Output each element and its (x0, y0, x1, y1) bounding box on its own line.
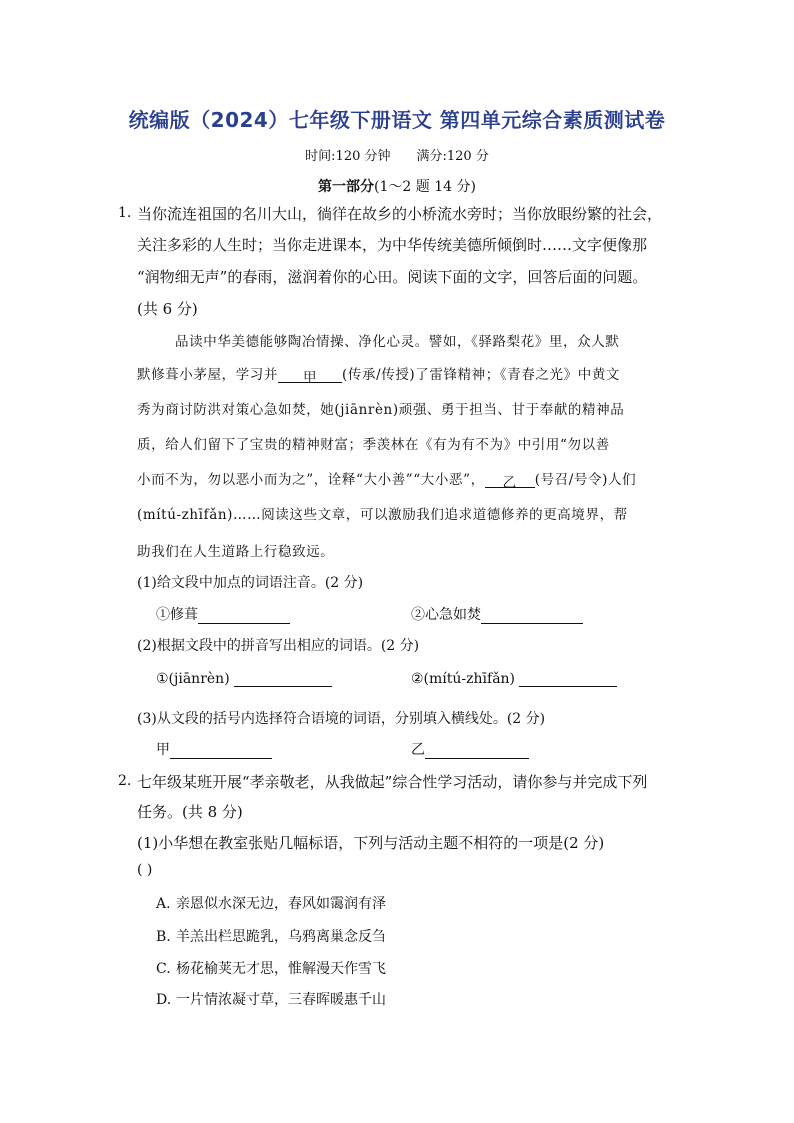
exam-score: 满分:120 分 (416, 149, 489, 164)
answer-blank[interactable] (481, 607, 583, 624)
answer-item (411, 739, 529, 759)
option-text: 亲恩似水深无边，春风如霭润有泽 (176, 896, 386, 912)
answer-blank[interactable] (234, 670, 332, 687)
blank-jia: 甲 (278, 366, 342, 383)
question-2-number: 2. (118, 773, 132, 789)
answer-item (156, 604, 290, 624)
answer-label: ①修葺 (156, 607, 198, 623)
passage-text: 默修葺小茅屋，学习并 (137, 367, 278, 383)
passage-line: 秀为商讨防洪对策心急如焚，她(jiānrèn)顽强、勇于担当、甘于奉献的精神品 (137, 402, 625, 418)
page-title: 统编版（2024）七年级下册语文 第四单元综合素质测试卷 (128, 108, 666, 132)
answer-blank[interactable] (519, 670, 617, 687)
blank-yi: 乙 (485, 471, 535, 488)
passage-text: 小而不为，勿以恶小而为之”，诠释“大小善”“大小恶”， (137, 472, 485, 488)
passage-text: (传承/传授)了雷锋精神；《青春之光》中黄文 (342, 367, 621, 383)
answer-label: 甲 (156, 742, 170, 758)
exam-time: 时间:120 分钟 (305, 149, 391, 164)
option-letter: A. (156, 896, 171, 912)
answer-paren[interactable]: ( ) (137, 862, 153, 878)
exam-info (0, 145, 794, 164)
answer-blank[interactable] (198, 607, 290, 624)
question-1-line: (共 6 分) (137, 300, 198, 318)
sub-question: (3)从文段的括号内选择符合语境的词语，分别填入横线处。(2 分) (137, 711, 546, 727)
sub-question: (1)小华想在教室张贴几幅标语，下列与活动主题不相符的一项是(2 分) (137, 834, 605, 852)
passage-line: (mítú-zhīfǎn)……阅读这些文章，可以激励我们追求道德修养的更高境界，帮 (137, 507, 628, 523)
answer-blank[interactable] (170, 742, 272, 759)
option-text: 杨花榆荚无才思，惟解漫天作雪飞 (176, 961, 386, 977)
question-2-line: 七年级某班开展“孝亲敬老，从我做起”综合性学习活动，请你参与并完成下列 (137, 773, 648, 791)
option-letter: D. (156, 992, 172, 1008)
part-heading (0, 176, 794, 196)
answer-label: ①(jiānrèn) (156, 671, 230, 687)
option-b[interactable] (156, 926, 386, 946)
question-1-line: 关注多彩的人生时；当你走进课本，为中华传统美德所倾倒时……文字便像那 (137, 236, 648, 254)
answer-label: 乙 (411, 742, 425, 758)
answer-item (411, 670, 617, 687)
part-range: (1～2 题 14 分) (374, 179, 476, 195)
answer-item (411, 604, 583, 624)
passage-line (137, 363, 621, 386)
option-letter: C. (156, 961, 171, 977)
answer-item (156, 739, 272, 759)
passage-line: 品读中华美德能够陶冶情操、净化心灵。譬如，《驿路梨花》里，众人默 (175, 334, 620, 350)
sub-question: (1)给文段中加点的词语注音。(2 分) (137, 575, 364, 591)
option-d[interactable] (156, 989, 386, 1009)
answer-item (156, 670, 332, 687)
option-text: 羊羔出栏思跪乳，乌鸦离巢念反刍 (176, 929, 386, 945)
part-label: 第一部分 (318, 179, 375, 195)
question-1-line: “润物细无声”的春雨，滋润着你的心田。阅读下面的文字，回答后面的问题。 (137, 268, 648, 286)
option-letter: B. (156, 929, 171, 945)
question-2-line: 任务。(共 8 分) (137, 803, 243, 821)
question-1-line: 当你流连祖国的名川大山，徜徉在故乡的小桥流水旁时；当你放眼纷繁的社会， (137, 205, 663, 223)
option-a[interactable] (156, 893, 386, 913)
answer-blank[interactable] (425, 742, 529, 759)
option-c[interactable] (156, 958, 386, 978)
passage-text: (号召/号令)人们 (534, 472, 637, 488)
question-1-number: 1. (118, 205, 132, 221)
option-text: 一片情浓凝寸草，三春晖暖惠千山 (176, 992, 386, 1008)
sub-question: (2)根据文段中的拼音写出相应的词语。(2 分) (137, 638, 420, 654)
answer-label: ②(mítú-zhīfǎn) (411, 671, 516, 687)
passage-line: 助我们在人生道路上行稳致远。 (137, 544, 335, 560)
answer-label: ②心急如焚 (411, 607, 481, 623)
passage-line (137, 468, 637, 491)
passage-line: 质，给人们留下了宝贵的精神财富；季羡林在《有为有不为》中引用“勿以善 (137, 437, 610, 453)
